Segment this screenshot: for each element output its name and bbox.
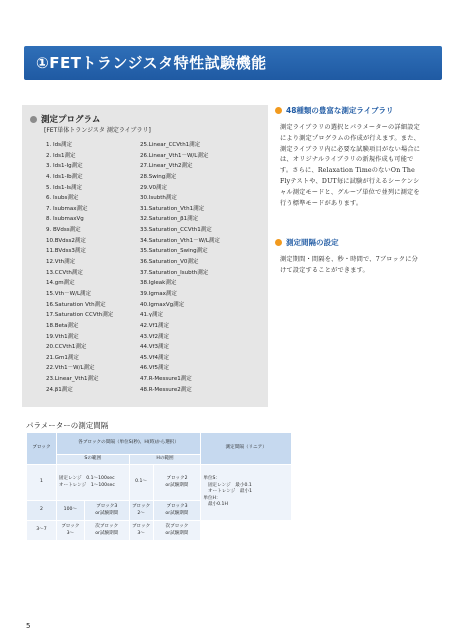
list-item: 45.Vf4測定 bbox=[140, 354, 169, 361]
list-item: 10.BVdss2測定 bbox=[46, 237, 86, 244]
bullet-icon bbox=[275, 107, 282, 114]
list-item: 23.Linear_Vth1測定 bbox=[46, 376, 99, 383]
program-heading bbox=[30, 113, 100, 125]
list-item: 28.Swing測定 bbox=[140, 173, 177, 180]
list-item: 6. Isubs測定 bbox=[46, 195, 79, 202]
library-heading bbox=[275, 105, 423, 116]
cell-block: 3〜7 bbox=[27, 521, 57, 541]
list-item: 25.Linear_CCVth1測定 bbox=[140, 142, 201, 148]
cell-h-prefix: 0.1〜 bbox=[129, 465, 153, 501]
program-list-right bbox=[140, 140, 220, 395]
interval-body: 測定期間・間隔を、秒・時間で、7ブロックに分けて設定することができます。 bbox=[280, 256, 419, 274]
list-item: 33.Saturation_CCVth1測定 bbox=[140, 227, 212, 234]
list-item: 1. Ids測定 bbox=[46, 142, 72, 148]
cell-h-prefix: ブロック3〜 bbox=[129, 521, 153, 541]
table-row bbox=[27, 521, 292, 541]
cell-block: 1 bbox=[27, 465, 57, 501]
header-setting: 測定間隔（リニア） bbox=[201, 433, 292, 465]
list-item: 4. Ids1-Ib測定 bbox=[46, 173, 83, 180]
list-item: 21.Gm1測定 bbox=[46, 354, 79, 361]
list-item: 2. Ids1測定 bbox=[46, 152, 76, 159]
cell-s-range: 次ブロック or試験期間 bbox=[84, 521, 129, 541]
cell-setting: 単位S： 固定レンジ 最小0.1 オートレンジ 最小1 単位H： 最小0.1H bbox=[201, 465, 292, 521]
list-item: 31.Saturation_Vth1測定 bbox=[140, 205, 205, 212]
cell-h-prefix: ブロック2〜 bbox=[129, 501, 153, 521]
list-item: 30.Isubth測定 bbox=[140, 195, 177, 202]
bullet-icon bbox=[275, 239, 282, 246]
list-item: 7. Isubmax測定 bbox=[46, 205, 88, 212]
program-panel bbox=[22, 105, 268, 407]
list-item: 3. Ids1-Ig測定 bbox=[46, 163, 83, 170]
header-h-range: Hの範囲 bbox=[129, 455, 201, 465]
list-item: 46.Vf5測定 bbox=[140, 365, 169, 372]
list-item: 17.Saturation CCVth測定 bbox=[46, 312, 114, 319]
list-item: 5. Ids1-Is測定 bbox=[46, 184, 82, 191]
library-heading-text: 48種類の豊富な測定ライブラリ bbox=[286, 106, 394, 115]
list-item: 26.Linear_Vth1－W/L測定 bbox=[140, 152, 209, 159]
list-item: 14.gm測定 bbox=[46, 280, 75, 287]
list-item: 9. BVdss測定 bbox=[46, 227, 81, 234]
list-item: 41.γ測定 bbox=[140, 312, 164, 319]
list-item: 16.Saturation Vth測定 bbox=[46, 301, 106, 308]
list-item: 29.V0測定 bbox=[140, 184, 168, 191]
program-heading-text: 測定プログラム bbox=[41, 115, 101, 125]
list-item: 8. IsubmaxVg bbox=[46, 216, 84, 223]
bullet-icon bbox=[30, 116, 37, 123]
list-item: 36.Saturation_V0測定 bbox=[140, 259, 199, 266]
list-item: 35.Saturation_Swing測定 bbox=[140, 248, 208, 255]
cell-s-range: ブロック3 or試験期間 bbox=[84, 501, 129, 521]
list-item: 48.R-Messure2測定 bbox=[140, 386, 192, 393]
page-title: ①FETトランジスタ特性試験機能 bbox=[36, 54, 267, 72]
page-number: 5 bbox=[26, 622, 31, 630]
cell-h-range: ブロック2 or試験期間 bbox=[153, 465, 201, 501]
list-item: 24.β1測定 bbox=[46, 386, 73, 393]
list-item: 13.CCVth測定 bbox=[46, 269, 83, 276]
list-item: 42.Vf1測定 bbox=[140, 322, 169, 329]
list-item: 44.Vf3測定 bbox=[140, 344, 169, 351]
list-item: 43.Vf2測定 bbox=[140, 333, 169, 340]
cell-block: 2 bbox=[27, 501, 57, 521]
library-body: 測定ライブラリの選択とパラメーターの詳細設定により測定プログラムの作成が行えます。また、測定ライブラリ内に必要な試験項目がない場合には、オリジナルライブラリの新規作成も可能です。さらに、Relaxation TimeのないOn The Flyテストや、DUT毎に試験が行えるシーケンシャル測定モードと、グループ単位で並列に測定を行う標準モードがあります。 bbox=[280, 124, 421, 207]
list-item: 39.Igmax測定 bbox=[140, 290, 177, 297]
header-group: 各ブロックの間隔（単位S(秒)、H(時)から選択） bbox=[56, 433, 200, 455]
list-item: 40.IgmaxVg測定 bbox=[140, 301, 185, 308]
cell-s-prefix: 100〜 bbox=[56, 501, 84, 521]
list-item: 11.BVdss3測定 bbox=[46, 248, 86, 255]
interval-section bbox=[275, 237, 423, 277]
list-item: 19.Vth1測定 bbox=[46, 333, 79, 340]
interval-heading bbox=[275, 237, 423, 248]
header-s-range: Sの範囲 bbox=[56, 455, 129, 465]
list-item: 20.CCVth1測定 bbox=[46, 344, 87, 351]
list-item: 18.Beta測定 bbox=[46, 322, 79, 329]
library-section bbox=[275, 105, 423, 209]
list-item: 34.Saturation_Vth1－W/L測定 bbox=[140, 237, 220, 244]
cell-s-prefix: ブロック3〜 bbox=[56, 521, 84, 541]
cell-h-range: 次ブロック or試験期間 bbox=[153, 521, 201, 541]
interval-heading-text: 測定間隔の設定 bbox=[286, 238, 339, 247]
cell-s-range: 固定レンジ 0.1〜100sec オートレンジ 1〜100sec bbox=[56, 465, 129, 501]
param-table bbox=[26, 432, 292, 541]
table-row bbox=[27, 465, 292, 501]
list-item: 27.Linear_Vth2測定 bbox=[140, 163, 193, 170]
list-item: 32.Saturation_β1測定 bbox=[140, 216, 199, 223]
header-block: ブロック bbox=[27, 433, 57, 465]
list-item: 22.Vth1－W/L測定 bbox=[46, 365, 95, 372]
list-item: 15.Vth－W/L測定 bbox=[46, 290, 92, 297]
param-table-title: パラメーターの測定間隔 bbox=[26, 421, 109, 430]
cell-h-range: ブロック3 or試験期間 bbox=[153, 501, 201, 521]
title-banner bbox=[24, 46, 442, 80]
list-item: 37.Saturation_Isubth測定 bbox=[140, 269, 209, 276]
program-list-left bbox=[46, 140, 113, 395]
list-item: 47.R-Messure1測定 bbox=[140, 376, 192, 383]
list-item: 38.Igleak測定 bbox=[140, 280, 177, 287]
program-subheading: [FET単体トランジスタ 測定ライブラリ] bbox=[44, 127, 151, 134]
list-item: 12.Vth測定 bbox=[46, 259, 76, 266]
